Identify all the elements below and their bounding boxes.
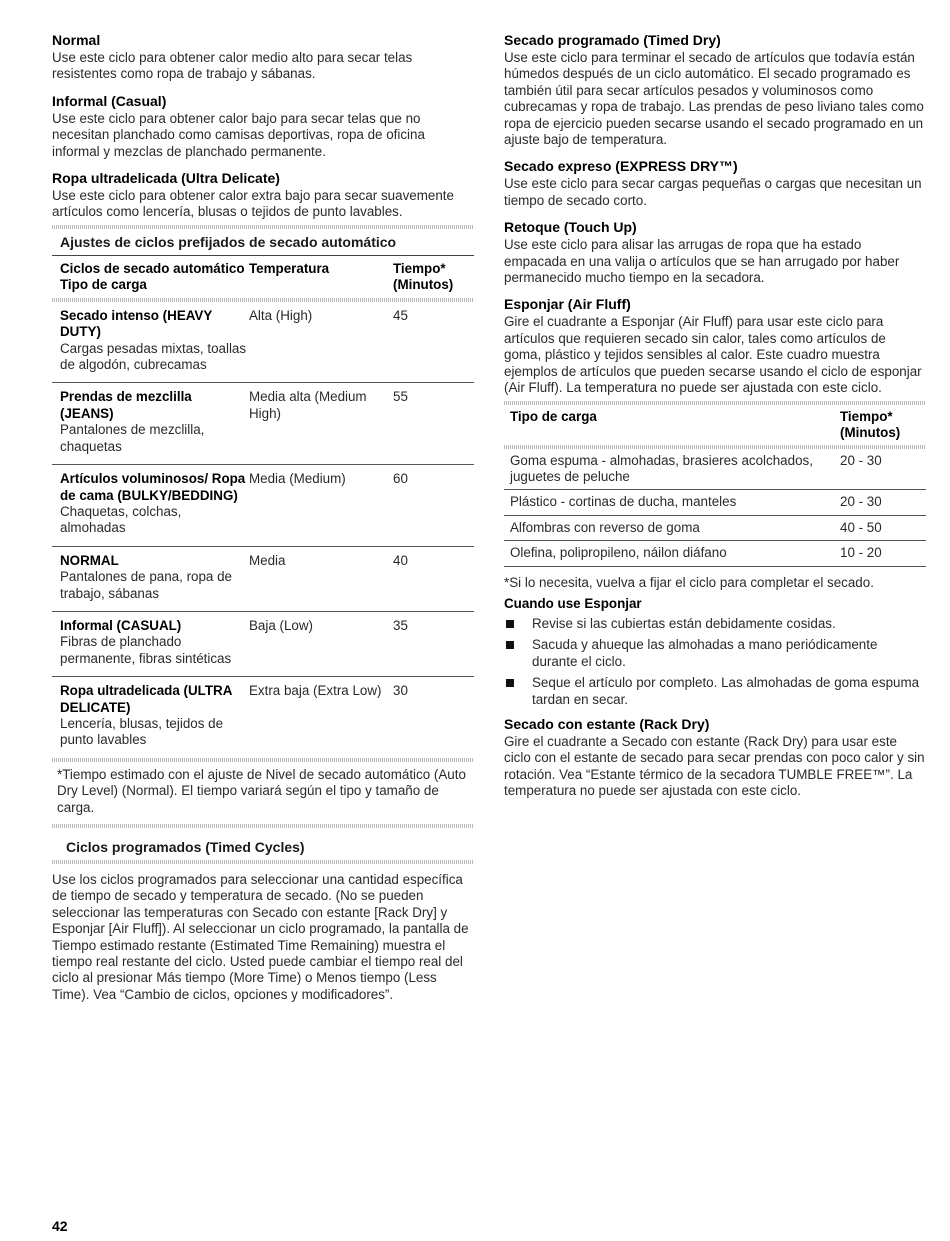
table-row [52,302,474,383]
page-number: 42 [52,1218,68,1234]
cycle-name: Artículos voluminosos/ Ropa de cama (BULKY/BEDDING) [60,471,246,503]
time-cell: 60 [393,471,408,487]
time-cell: 55 [393,389,408,405]
load-type-cell: Olefina, polipropileno, náilon diáfano [510,545,727,561]
list-item: Revise si las cubiertas están debidamente cosidas. [504,616,926,632]
cycle-name: Secado intenso (HEAVY DUTY) [60,307,213,340]
auto-dry-table-body [52,302,474,758]
temperature-cell: Media [249,552,286,568]
section-title: Secado con estante (Rack Dry) [504,715,710,732]
right-column [504,32,926,810]
timed-cycles-title: Ciclos programados (Timed Cycles) [66,839,305,855]
section-text: Use este ciclo para secar cargas pequeñas o cargas que necesitan un tiempo de secado corto. [504,176,922,208]
time-cell: 40 [393,552,408,568]
section-text: Use este ciclo para alisar las arrugas de ropa que ha estado empacada en una valija o artículos que se han arrugado por haber permanecido mucho tiempo en la secadora. [504,237,900,286]
table-header-row [52,256,474,298]
time-cell: 35 [393,617,408,633]
section-casual [52,93,474,160]
header-load-type: Tipo de carga [510,408,597,424]
header-load-type: Tipo de carga [60,276,147,292]
auto-table-footnote: *Tiempo estimado con el ajuste de Nivel de secado automático (Auto Dry Level) (Normal). El tiempo variará según el tipo y tamaño de carga. [57,766,466,815]
load-type: Pantalones de pana, ropa de trabajo, sábanas [60,569,232,601]
section-title: Esponjar (Air Fluff) [504,296,631,313]
square-bullet-icon [506,620,514,628]
time-cell: 30 [393,683,408,699]
cycle-name: NORMAL [60,552,119,568]
cycle-name: Prendas de mezclilla (JEANS) [60,389,192,421]
table-row [52,465,474,547]
auto-dry-table [52,256,474,298]
section-rack-dry [504,716,926,800]
time-cell: 20 - 30 [840,494,882,510]
section-touch-up [504,219,926,286]
load-type: Cargas pesadas mixtas, toallas de algodón, cubrecamas [60,340,247,373]
square-bullet-icon [506,679,514,687]
section-title: Secado programado (Timed Dry) [504,32,721,48]
list-item: Sacuda y ahueque las almohadas a mano periódicamente durante el ciclo. [504,637,926,670]
temperature-cell: Baja (Low) [249,617,314,633]
table-row [52,383,474,465]
section-text: Use este ciclo para obtener calor medio alto para secar telas resistentes como ropa de trabajo y sábanas. [52,50,413,82]
time-cell: 40 - 50 [840,519,882,535]
air-fluff-footnote: *Si lo necesita, vuelva a fijar el ciclo para completar el secado. [504,574,874,590]
temperature-cell: Media (Medium) [249,471,346,487]
air-fluff-table-body [504,449,926,567]
table-row [504,449,926,490]
list-item: Seque el artículo por completo. Las almohadas de goma espuma tardan en secar. [504,675,926,708]
section-title: Normal [52,32,101,48]
table-row [52,611,474,676]
when-use-list [504,616,926,708]
table-row [52,546,474,611]
section-timed-dry [504,32,926,148]
section-title: Ropa ultradelicada (Ultra Delicate) [52,170,280,187]
load-type-cell: Goma espuma - almohadas, brasieres acolchados, juguetes de peluche [510,452,813,484]
section-text: Gire el cuadrante a Esponjar (Air Fluff) para usar este ciclo para artículos que requieren secado sin calor, tales como artículos de goma, plástico y tejidos sensibles al calor. Este cuadro muestra ejemplos de artículos que pueden secarse usando el ciclo de esponjar (Air Fluff). La temperatura no puede ser ajustada con este ciclo. [504,314,922,396]
section-text: Gire el cuadrante a Secado con estante (Rack Dry) para usar este ciclo con el estante de secado para secar prendas con poco calor y sin rotación. Vea “Estante térmico de la secadora TUMBLE FREE™”. La temperatura no puede ser ajustada con este ciclo. [504,733,925,799]
table-row [504,515,926,540]
section-title: Secado expreso (EXPRESS DRY™) [504,158,738,175]
header-time: Tiempo* (Minutos) [393,260,454,292]
cycle-name: Informal (CASUAL) [60,617,182,633]
section-express-dry [504,158,926,209]
section-text: Use este ciclo para obtener calor bajo para secar telas que no necesitan planchado como camisas deportivas, ropa de oficina informal y mezclas de planchado permanente. [52,110,425,159]
divider [52,824,474,828]
table-row [504,490,926,515]
section-normal [52,32,474,83]
section-title: Retoque (Touch Up) [504,219,637,236]
load-type: Chaquetas, colchas, almohadas [60,503,182,536]
load-type-cell: Alfombras con reverso de goma [510,519,700,535]
load-type-cell: Plástico - cortinas de ducha, manteles [510,494,737,510]
auto-table-title: Ajustes de ciclos prefijados de secado automático [52,229,474,256]
section-text: Use este ciclo para obtener calor extra bajo para secar suavemente artículos como lencería, blusas o tejidos de punto lavables. [52,188,454,220]
section-ultra-delicate [52,170,474,221]
section-text: Use este ciclo para terminar el secado de artículos que todavía están húmedos después de un ciclo automático. El secado programado es también útil para secar artículos pesados y voluminosos como cubrecamas y ropa de trabajo. Las prendas de peso liviano tales como ropa de ejercicio pueden secarse usando el secado programado en un ajuste bajo de temperatura. [504,50,924,148]
load-type: Lencería, blusas, tejidos de punto lavables [60,715,224,748]
temperature-cell: Extra baja (Extra Low) [249,683,382,699]
square-bullet-icon [506,641,514,649]
when-use-title: Cuando use Esponjar [504,595,642,611]
header-cycles [52,256,249,298]
header-temperature: Temperatura [249,260,330,276]
load-type: Pantalones de mezclilla, chaquetas [60,422,205,454]
cycle-name: Ropa ultradelicada (ULTRA DELICATE) [60,683,232,715]
air-fluff-table [504,405,926,445]
time-cell: 20 - 30 [840,452,882,468]
section-air-fluff [504,296,926,396]
header-cycles-label: Ciclos de secado automático [60,260,245,276]
section-title: Informal (Casual) [52,92,167,109]
table-row [52,677,474,758]
table-row [504,541,926,566]
timed-cycles-text: Use los ciclos programados para seleccionar una cantidad específica de tiempo de secado y temperatura de secado. (No se pueden seleccionar las temperaturas con Secado con estante [Rack Dry] y Esponjar [Air Fluff]). Al seleccionar un ciclo programado, la pantalla de Tiempo estimado restante (Estimated Time Remaining) muestra el tiempo real restante del ciclo. Usted puede cambiar el tiempo real del ciclo al presionar Más tiempo (More Time) o Menos tiempo (Less Time). Vea “Cambio de ciclos, opciones y modificadores”. [52,872,469,1002]
temperature-cell: Media alta (Medium High) [249,389,367,421]
divider [52,860,474,864]
time-cell: 10 - 20 [840,545,882,561]
time-cell: 45 [393,307,408,323]
table-header-row [504,405,926,445]
left-column [52,32,474,1003]
load-type: Fibras de planchado permanente, fibras sintéticas [60,634,232,666]
header-time: Tiempo* (Minutos) [840,408,901,440]
temperature-cell: Alta (High) [249,307,313,323]
